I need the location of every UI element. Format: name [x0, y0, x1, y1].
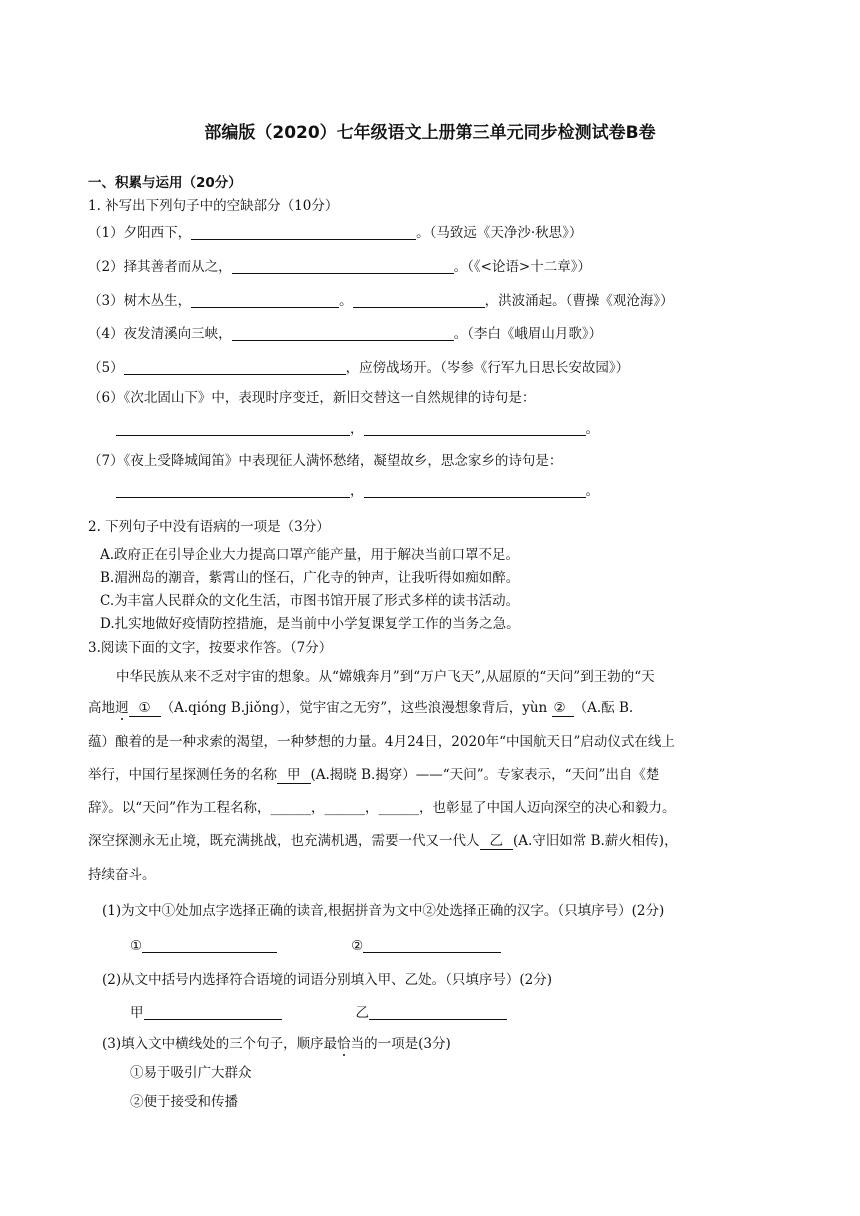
period: 。 [585, 483, 599, 499]
answer-blank[interactable] [232, 259, 454, 274]
answer-blank[interactable] [364, 421, 586, 436]
q1-line-1-text: （1）夕阳西下， [88, 225, 192, 241]
answer-blank[interactable] [116, 483, 350, 498]
passage-text: （A.qióng B.jiǒng），觉宇宙之无穷”，这些浪漫想象背后，yùn [160, 700, 552, 716]
sub-question-1-answers [130, 937, 501, 955]
q1-line-2 [88, 258, 591, 276]
q1-line-5 [88, 359, 629, 377]
passage-line-5: 辞》。以“天问”作为工程名称，______，______，______，也彰显了中国人迈向深空的决心和毅力。 [88, 800, 676, 816]
sub-question-1: (1)为文中①处加点字选择正确的读音,根据拼音为文中②处选择正确的汉字。（只填序号）(2分) [102, 903, 665, 919]
passage-text: （A.酝 B. [573, 700, 634, 716]
passage-text: 高地 [88, 700, 115, 716]
passage-text: 举行，中国行星探测任务的名称 [88, 767, 277, 783]
q1-line-3-source: ，洪波涌起。（曹操《观沧海》） [484, 293, 674, 309]
dotted-character: 迥 [115, 700, 129, 716]
q1-line-3 [88, 292, 674, 310]
dotted-word: 最恰当 [323, 1036, 365, 1052]
answer-blank[interactable] [364, 483, 586, 498]
comma: ， [350, 421, 364, 437]
option-a: A.政府正在引导企业大力提高口罩产能产量，用于解决当前口罩不足。 [100, 547, 520, 563]
question-1-stem: 1. 补写出下列句子中的空缺部分（10分） [88, 198, 339, 214]
q1-line-4-source: 。（李白《峨眉山月歌》） [453, 326, 603, 342]
answer-blank[interactable] [191, 293, 339, 308]
section-heading: 一、积累与运用（20分） [88, 175, 242, 191]
q1-line-3-text: （3）树木丛生， [88, 293, 192, 309]
answer-blank[interactable] [353, 293, 485, 308]
page-title: 部编版（2020）七年级语文上册第三单元同步检测试卷B卷 [204, 123, 656, 143]
passage-line-7: 持续奋斗。 [88, 867, 156, 883]
passage-text: (A.守旧如常 B.薪火相传)， [513, 833, 678, 849]
choice-1: ①易于吸引广大群众 [130, 1065, 252, 1081]
answer-blank[interactable] [116, 421, 350, 436]
option-c: C.为丰富人民群众的文化生活，市图书馆开展了形式多样的读书活动。 [100, 593, 520, 609]
passage-text: 深空探测永无止境，既充满挑战，也充满机遇，需要一代又一代人 [88, 833, 480, 849]
question-text: 的一项是(3分) [364, 1036, 451, 1052]
sub-question-2: (2)从文中括号内选择符合语境的词语分别填入甲、乙处。（只填序号）(2分) [102, 972, 552, 988]
question-text: (3)填入文中横线处的三个句子，顺序 [102, 1036, 324, 1052]
answer-blank[interactable] [369, 1005, 507, 1020]
passage-line-4 [88, 766, 659, 784]
answer-blank[interactable] [144, 1005, 282, 1020]
answer-label-jia: 甲 [130, 1005, 144, 1021]
answer-label-2: ② [351, 938, 364, 954]
question-2-stem: 2. 下列句子中没有语病的一项是（3分） [88, 519, 330, 535]
blank-yi: 乙 [480, 833, 514, 850]
q1-line-6-answer [116, 420, 599, 438]
blank-2: ② [552, 700, 574, 717]
answer-blank[interactable] [191, 225, 416, 240]
comma: ， [350, 483, 364, 499]
q1-line-4 [88, 325, 602, 343]
sub-question-2-answers [130, 1004, 507, 1022]
answer-label-1: ① [130, 938, 143, 954]
q1-line-5-text: （5） [88, 360, 124, 376]
emphasized-text [324, 1036, 365, 1052]
q1-line-1 [88, 224, 582, 242]
passage-line-2 [88, 699, 633, 717]
answer-label-yi: 乙 [355, 1005, 369, 1021]
answer-blank[interactable] [124, 360, 346, 375]
answer-blank[interactable] [232, 326, 454, 341]
answer-blank[interactable] [142, 938, 277, 953]
option-b: B.湄洲岛的潮音，紫霄山的怪石，广化寺的钟声，让我听得如痴如醉。 [100, 570, 520, 586]
passage-line-1: 中华民族从来不乏对宇宙的想象。从“嫦娥奔月”到“万户飞天”,从屈原的“天问”到王勃的“天 [116, 669, 655, 685]
passage-line-6 [88, 832, 678, 850]
choice-2: ②便于接受和传播 [130, 1094, 238, 1110]
q1-line-1-source: 。（马致远《天净沙·秋思》） [416, 225, 583, 241]
option-d: D.扎实地做好疫情防控措施，是当前中小学复课复学工作的当务之急。 [100, 616, 520, 632]
period: 。 [585, 421, 599, 437]
q1-line-7-answer [116, 482, 599, 500]
blank-jia: 甲 [277, 767, 311, 784]
question-3-stem: 3.阅读下面的文字，按要求作答。（7分） [88, 640, 333, 656]
q1-line-2-text: （2）择其善者而从之， [88, 259, 232, 275]
passage-text: (A.揭晓 B.揭穿）——“天问”。专家表示，“天问”出自《楚 [310, 767, 660, 783]
blank-1: ① [129, 700, 161, 717]
q1-line-6: （6）《次北固山下》中，表现时序变迁，新旧交替这一自然规律的诗句是： [88, 390, 536, 406]
q1-line-5-source: ，应傍战场开。（岑参《行军九日思长安故园》） [345, 360, 630, 376]
q1-line-7: （7）《夜上受降城闻笛》中表现征人满怀愁绪，凝望故乡，思念家乡的诗句是： [88, 453, 563, 469]
answer-blank[interactable] [363, 938, 501, 953]
sub-question-3 [102, 1035, 451, 1053]
q1-line-2-source: 。（《<论语>十二章》） [453, 259, 591, 275]
q1-line-3-mid: 。 [339, 293, 353, 309]
q1-line-4-text: （4）夜发清溪向三峡， [88, 326, 232, 342]
passage-line-3: 蕴）酿着的是一种求索的渴望，一种梦想的力量。4月24日，2020年“中国航天日”启动仪式在线上 [88, 734, 675, 750]
